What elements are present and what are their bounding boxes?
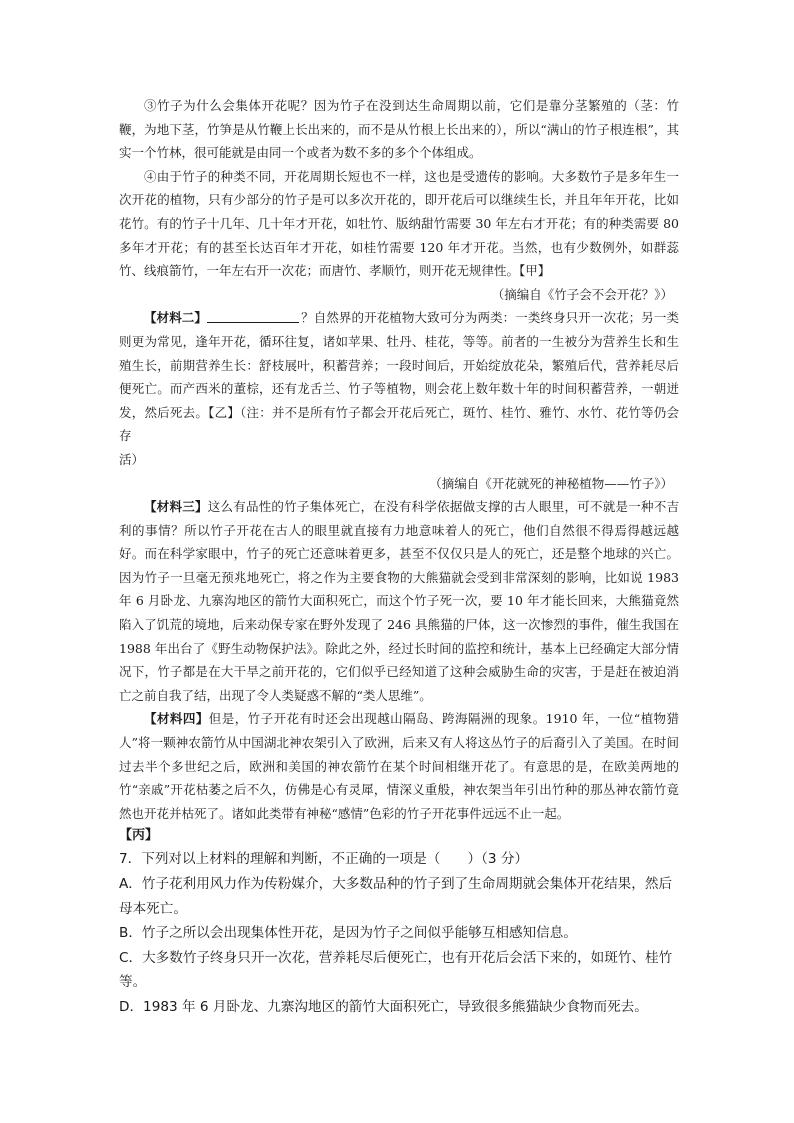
material2-text: ？自然界的开花植物大致可分为两类：一类终身只开一次花；另一类则更为常见，逢年开花，循环往复，诸如苹果、牡丹、桂花，等等。前者的一生被分为营养生长和生殖生长，前期营养生长：舒枝展叶，积蓄营养；一段时间后，开始绽放花朵，繁殖后代，营养耗尽后便死亡。而产西米的董棕，还有龙舌兰、竹子等植物，则会花上数年数十年的时间积蓄营养，一朝迸发，然后死去。【乙】（注：并不是所有竹子都会开花后死亡，斑竹、桂竹、雅竹、水竹、花竹等仍会存 (119, 310, 679, 444)
material3-paragraph (119, 495, 679, 707)
material2-tail: 活） (119, 451, 145, 467)
material4-text: 但是，竹子开花有时还会出现越山隔岛、跨海隔洲的现象。1910 年，一位“植物猎人”将一颗神农箭竹从中国湖北神农架引入了欧洲，后来又有人将这丛竹子的后裔引入了美国。在时间过去半个多世纪之后，欧洲和美国的神农箭竹在某个时间相继开花了。有意思的是，在欧美两地的竹“亲戚”开花枯萎之后不久，仿佛是心有灵犀，情深义重般，神农架当年引出竹种的那丛神农箭竹竟然也开花并枯死了。诸如此类带有神秘“感情”色彩的竹子开花事件远远不止一起。 (119, 711, 679, 821)
material4-tag: 【材料四】 (144, 711, 209, 727)
material4-paragraph (119, 707, 679, 825)
option-d: D．1983 年 6 月卧龙、九寨沟地区的箭竹大面积死亡，导致很多熊猫缺少食物而死去。 (119, 998, 648, 1015)
option-c: C．大多数竹子终身只开一次花，营养耗尽后便死亡，也有开花后会活下来的，如斑竹、桂竹等。 (119, 949, 673, 991)
option-b: B．竹子之所以会出现集体性开花，是因为竹子之间似乎能够互相感知信息。 (119, 925, 577, 942)
material2-tag: 【材料二】 (144, 310, 207, 326)
fill-in-blank (207, 310, 299, 323)
mark-bing: 【丙】 (119, 828, 159, 844)
material1-source: （摘编自《竹子会不会开花？》） (491, 286, 673, 302)
document-page (119, 94, 679, 1020)
material3-tag: 【材料三】 (144, 499, 208, 515)
material1-paragraph-3: ③竹子为什么会集体开花呢？因为竹子在没到达生命周期以前，它们是靠分茎繁殖的（茎：竹鞭，为地下茎，竹笋是从竹鞭上长出来的，而不是从竹根上长出来的），所以“满山的竹子根连根”，其实一个竹林，很可能就是由同一个或者为数不多的多个个体组成。 (119, 98, 679, 161)
question-stem: 7．下列对以上材料的理解和判断，不正确的一项是（ ）（3 分） (119, 851, 529, 868)
material2-source: （摘编自《开花就死的神秘植物——竹子》） (429, 475, 673, 491)
material2-paragraph (119, 306, 679, 448)
material3-text: 这么有品性的竹子集体死亡，在没有科学依据做支撑的古人眼里，可不就是一种不吉利的事情？所以竹子开花在古人的眼里就直接有力地意味着人的死亡，他们自然很不得焉得越远越好。而在科学家眼中，竹子的死亡还意味着更多，甚至不仅仅只是人的死亡，还是整个地球的兴亡。因为竹子一旦毫无预兆地死亡，将之作为主要食物的大熊猫就会受到非常深刻的影响，比如说 1983 年 6 月卧龙、九寨沟地区的箭竹大面积死亡，而这个竹子死一次，要 10 年才能长回来，大熊猫竟然陷入了饥荒的境地，后来动保专家在野外发现了 246 具熊猫的尸体，这一次惨烈的事件，催生我国在 1988 年出台了《野生动物保护法》。除此之外，经过长时间的监控和统计，基本上已经确定大部分情况下，竹子都是在大干旱之前开花的，它们似乎已经知道了这种会威胁生命的灾害，于是赶在被迫消亡之前自我了结，出现了令人类疑惑不解的“类人思维”。 (119, 499, 679, 703)
option-a: A．竹子花利用风力作为传粉媒介，大多数品种的竹子到了生命周期就会集体开花结果，然后母本死亡。 (119, 876, 673, 917)
material1-paragraph-4: ④由于竹子的种类不同，开花周期长短也不一样，这也是受遗传的影响。大多数竹子是多年生一次开花的植物，只有少部分的竹子是可以多次开花的，即开花后可以继续生长，并且年年开花，比如花竹。有的竹子十几年、几十年才开花，如牡竹、版纳甜竹需要 30 年左右才开花；有的种类需要 80 多年才开花；有的甚至长达百年才开花，如桂竹需要 120 年才开花。当然，也有少数例外，如群蕊竹、线痕箭竹，一年左右开一次花；而唐竹、孝顺竹，则开花无规律性。【甲】 (119, 168, 679, 279)
